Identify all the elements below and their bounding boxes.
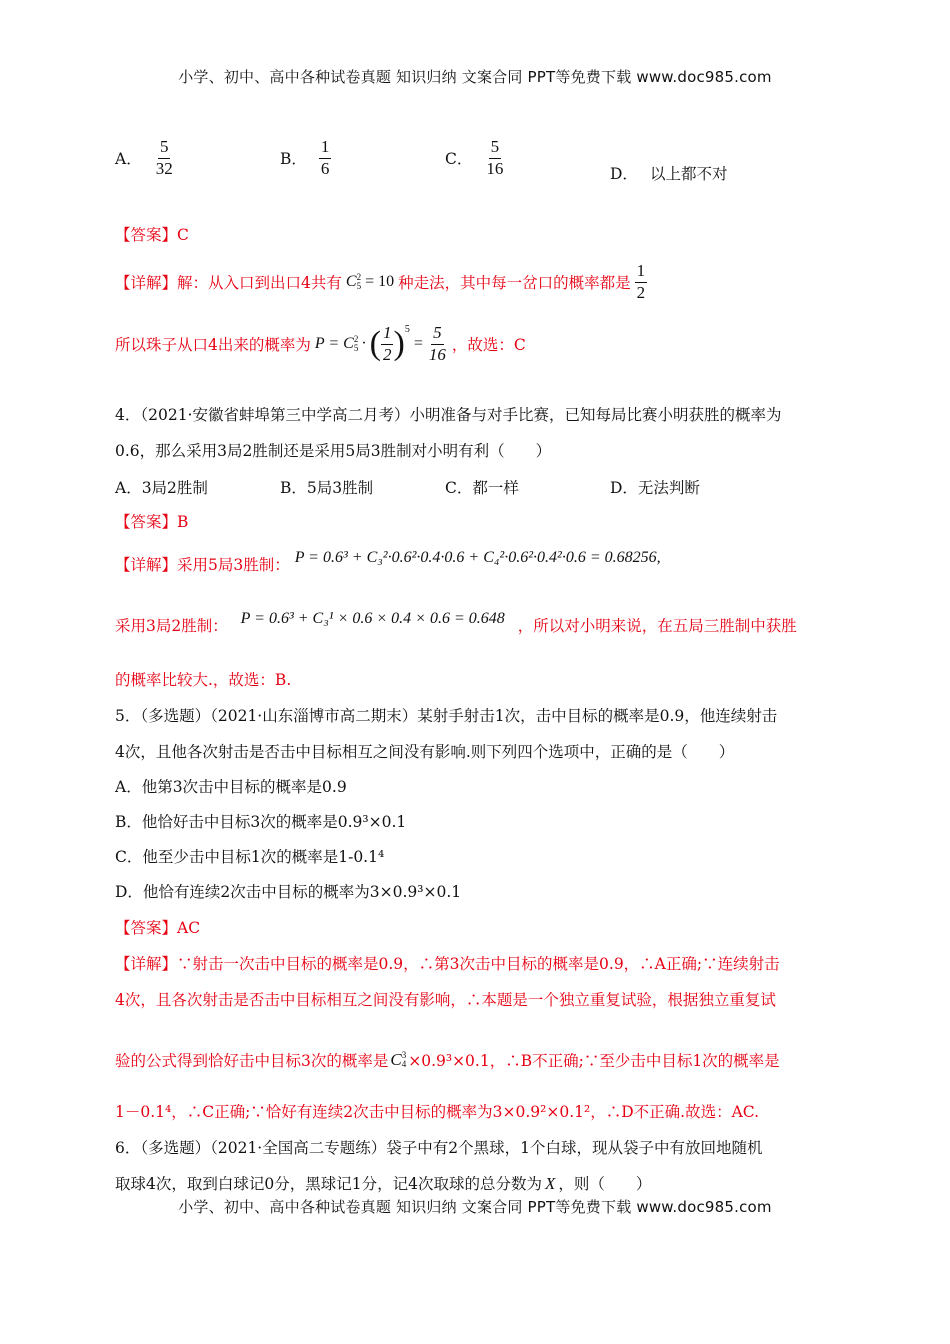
q4-option-d: D．无法判断 xyxy=(610,479,700,497)
q3-option-d xyxy=(610,162,727,184)
detail-text: ×0.9³×0.1，∴B不正确;∵至少击中目标1次的概率是 xyxy=(408,1052,780,1070)
numerator: 5 xyxy=(489,138,502,159)
detail-text: 所以珠子从口4出来的概率为 xyxy=(115,336,311,355)
formula-p: P = C xyxy=(314,335,354,353)
detail-text: 种走法，其中每一岔口的概率都是 xyxy=(398,274,631,293)
denominator: 16 xyxy=(428,344,446,364)
probability-formula: P = C 2 5 · ( $\frac{1}{2}$ ) 5 = $\frac{5}{16}$ xyxy=(314,323,446,364)
q6-stem-line1: 6．（多选题）（2021·全国高二专题练）袋子中有2个黑球，1个白球，现从袋子中有放回地随机 xyxy=(115,1139,763,1157)
equals-sign: = xyxy=(413,335,423,353)
detail-tag: 【详解】 xyxy=(115,274,178,293)
q6-stem-line2 xyxy=(115,1172,651,1194)
q4-detail-line1 xyxy=(115,549,661,575)
q5-option-d: D．他恰有连续2次击中目标的概率为3×0.9³×0.1 xyxy=(115,883,462,901)
q4-stem-line2: 0.6，那么采用3局2胜制还是采用5局3胜制对小明有利（ ） xyxy=(115,442,552,460)
option-label: B． xyxy=(280,150,307,169)
detail-tag: 【详解】 xyxy=(115,955,178,973)
fraction xyxy=(154,138,175,178)
q5-stem-line2: 4次，且他各次射击是否击中目标相互之间没有影响.则下列四个选项中，正确的是（ ） xyxy=(115,743,735,761)
detail-text: ，所以对小明来说，在五局三胜制中获胜 xyxy=(517,617,797,635)
numerator: 1 xyxy=(635,262,648,283)
numerator: 5 xyxy=(158,138,171,159)
numerator: 1 xyxy=(381,324,394,345)
q4-detail-line3: 的概率比较大.，故选：B. xyxy=(115,671,292,689)
formula-5-3: P = 0.6³ + C₃²·0.6²·0.4·0.6 + C₄²·0.6²·0.4²·0.6 = 0.68256, xyxy=(294,549,661,566)
detail-text: ，故选：C xyxy=(451,336,526,355)
detail-text: ∵射击一次击中目标的概率是0.9，∴第3次击中目标的概率是0.9，∴A正确;∵连续射击 xyxy=(177,955,780,973)
q5-option-b: B．他恰好击中目标3次的概率是0.9³×0.1 xyxy=(115,813,407,831)
detail-text: 采用3局2胜制： xyxy=(115,617,228,635)
q4-detail-line2 xyxy=(115,610,797,636)
detail-tag: 【详解】 xyxy=(115,556,178,574)
q5-answer: 【答案】AC xyxy=(115,919,201,937)
q4-stem-line1: 4．（2021·安徽省蚌埠第三中学高二月考）小明准备与对手比赛，已知每局比赛小明获胜的概率为 xyxy=(115,406,782,424)
combination-c43: C 3 4 xyxy=(390,1050,407,1069)
combination-formula xyxy=(346,273,394,291)
detail-text: 验的公式得到恰好击中目标3次的概率是 xyxy=(115,1052,389,1070)
q5-option-a: A．他第3次击中目标的概率是0.9 xyxy=(115,778,347,796)
q5-detail-line1 xyxy=(115,952,780,974)
denominator: 6 xyxy=(320,158,330,178)
q3-option-b xyxy=(280,138,331,178)
combo-result: = 10 xyxy=(365,273,395,291)
q5-option-c: C．他至少击中目标1次的概率是1-0.1⁴ xyxy=(115,848,385,866)
fraction xyxy=(484,138,505,178)
detail-text: 采用5局3胜制： xyxy=(177,556,290,574)
combo-n: 5 xyxy=(353,343,359,354)
formula-3-2: P = 0.6³ + C₃¹ × 0.6 × 0.4 × 0.6 = 0.648 xyxy=(240,610,505,627)
page-footer: 小学、初中、高中各种试卷真题 知识归纳 文案合同 PPT等免费下载 www.doc985.com xyxy=(178,1198,772,1216)
q3-answer: 【答案】C xyxy=(115,226,189,244)
stem-text: ，则（ ） xyxy=(558,1175,652,1193)
q5-detail-line3 xyxy=(115,1049,780,1071)
fraction xyxy=(319,138,332,178)
q4-option-a: A．3局2胜制 xyxy=(115,479,208,497)
denominator: 32 xyxy=(155,158,173,178)
numerator: 1 xyxy=(319,138,332,159)
q5-detail-line4: 1－0.1⁴，∴C正确;∵恰好有连续2次击中目标的概率为3×0.9²×0.1²，∴D不正确.故选：AC. xyxy=(115,1103,760,1121)
q3-option-a xyxy=(115,138,175,178)
detail-text: 解：从入口到出口4共有 xyxy=(177,274,342,293)
q5-stem-line1: 5．（多选题）（2021·山东淄博市高二期末）某射手射击1次，击中目标的概率是0.9，他连续射击 xyxy=(115,707,778,725)
q4-option-c: C．都一样 xyxy=(445,479,519,497)
combo-k: 2 xyxy=(353,334,359,345)
page-header: 小学、初中、高中各种试卷真题 知识归纳 文案合同 PPT等免费下载 www.doc985.com xyxy=(178,68,772,86)
numerator: 5 xyxy=(431,324,444,345)
option-label: D． xyxy=(610,165,638,183)
exponent: 5 xyxy=(404,324,410,335)
denominator: 2 xyxy=(636,282,646,302)
q5-detail-line2: 4次，且各次射击是否击中目标相互之间没有影响，∴本题是一个独立重复试验，根据独立重复试 xyxy=(115,991,776,1009)
option-label: C． xyxy=(445,150,473,169)
fraction-result xyxy=(427,324,448,364)
option-label: A． xyxy=(115,150,142,169)
q4-answer: 【答案】B xyxy=(115,513,189,531)
option-text: 以上都不对 xyxy=(649,165,728,183)
combo-symbol: C xyxy=(390,1050,402,1069)
fraction-half xyxy=(635,262,648,302)
q3-option-c xyxy=(445,138,505,178)
q4-option-b: B．5局3胜制 xyxy=(280,479,374,497)
combo-n: 5 xyxy=(356,281,362,292)
denominator: 16 xyxy=(486,158,504,178)
variable-x: X xyxy=(544,1174,556,1193)
fraction-half xyxy=(381,324,394,364)
combo-symbol: C xyxy=(345,273,357,291)
q3-detail-line1 xyxy=(115,262,647,302)
stem-text: 取球4次，取到白球记0分，黑球记1分，记4次取球的总分数为 xyxy=(115,1175,542,1193)
q3-detail-line2 xyxy=(115,324,526,364)
denominator: 2 xyxy=(382,344,392,364)
combo-k: 2 xyxy=(356,272,362,283)
